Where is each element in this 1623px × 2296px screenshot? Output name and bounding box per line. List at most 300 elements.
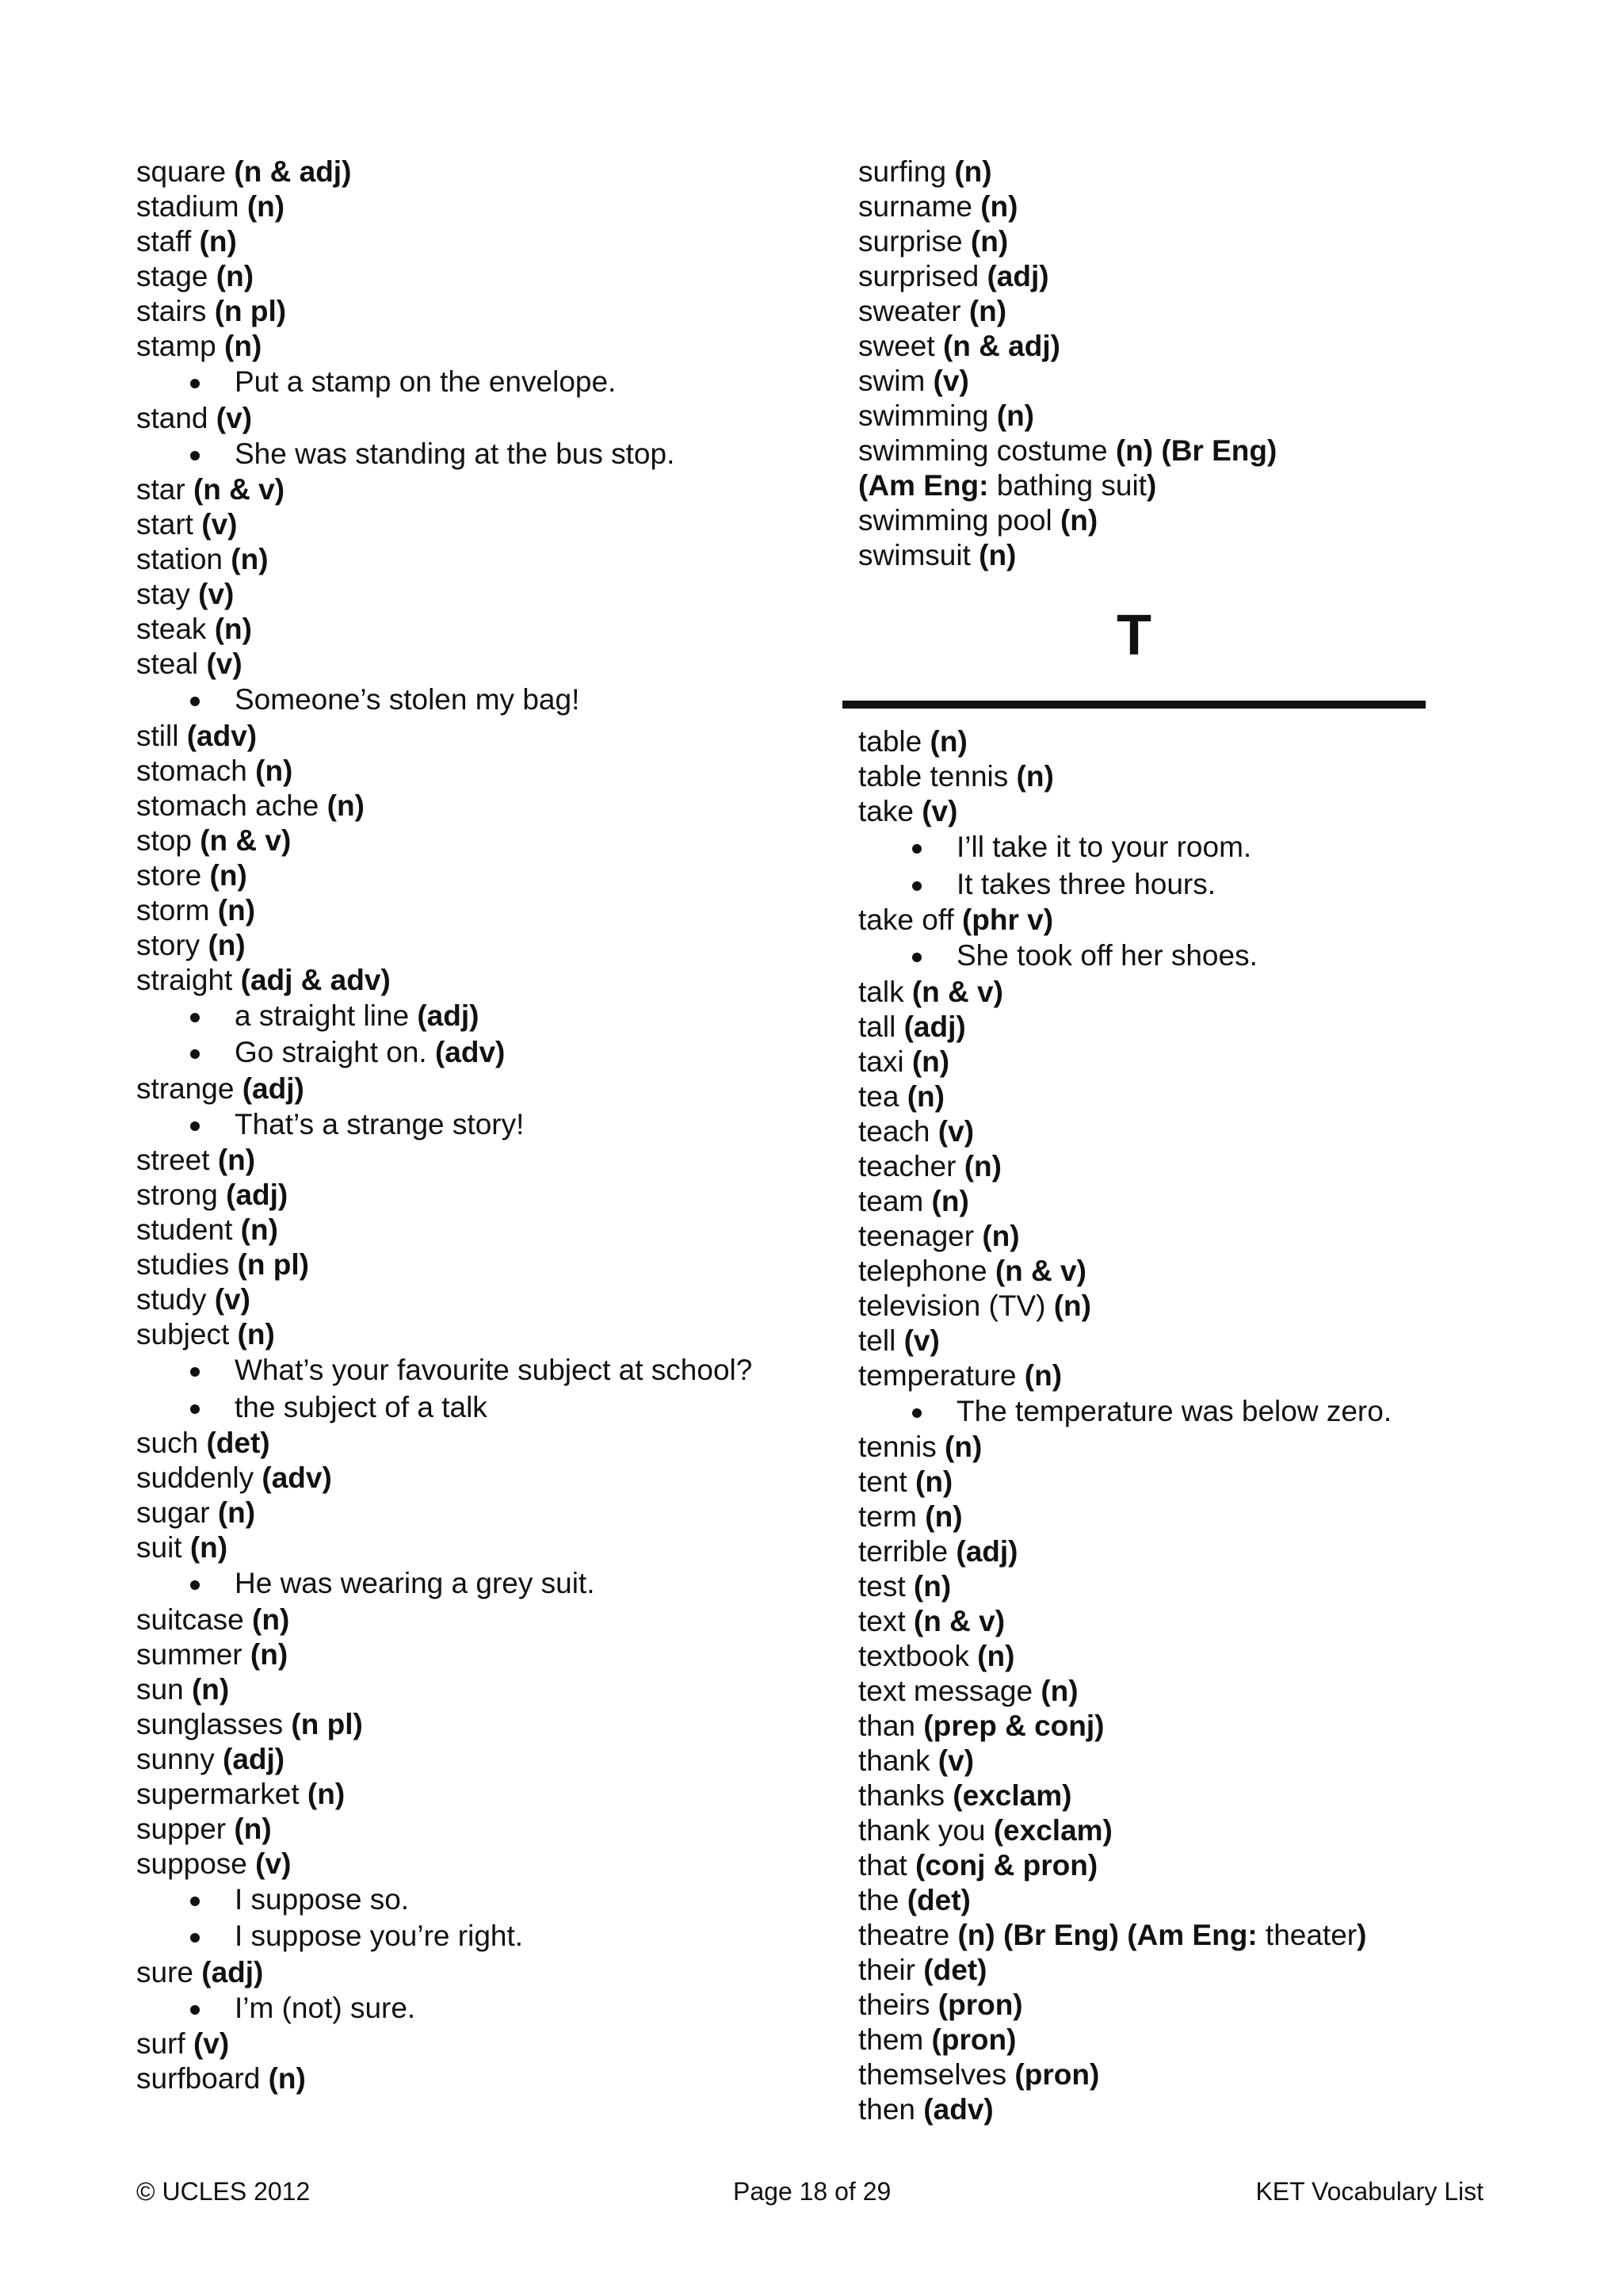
headword: suddenly <box>136 1461 262 1494</box>
headword: surfing <box>858 155 955 188</box>
headword: test <box>858 1570 914 1603</box>
part-of-speech: (n) <box>268 2062 306 2095</box>
example-sentence <box>136 1034 834 1072</box>
part-of-speech: (n) <box>1024 1358 1063 1392</box>
vocabulary-entry <box>858 503 1556 538</box>
part-of-speech: (n) (Br Eng) (Am Eng: <box>957 1919 1266 1951</box>
vocabulary-entry <box>858 1499 1556 1534</box>
vocabulary-entry <box>858 1045 1556 1079</box>
part-of-speech: (v) <box>216 401 253 434</box>
example-sentence <box>136 998 834 1035</box>
headword: take off <box>858 904 962 936</box>
part-of-speech: (n) <box>307 1777 346 1810</box>
part-of-speech: (pron) <box>1014 2058 1100 2091</box>
example-text: She took off her shoes. <box>957 939 1258 972</box>
headword: stairs <box>136 295 215 327</box>
headword: surf <box>136 2027 193 2060</box>
example-text: Go straight on. <box>235 1036 435 1068</box>
part-of-speech: (n) <box>964 1149 1002 1182</box>
vocabulary-entry <box>858 1324 1556 1358</box>
part-of-speech: (adj) <box>987 260 1049 292</box>
vocabulary-entry <box>136 1143 834 1178</box>
part-of-speech: (n) <box>980 190 1018 223</box>
headword: tent <box>858 1465 915 1498</box>
part-of-speech: (det) <box>206 1427 270 1459</box>
part-of-speech: (n) <box>907 1079 945 1113</box>
headword: strange <box>136 1072 242 1105</box>
headword: surprised <box>858 260 987 292</box>
headword: story <box>136 928 208 961</box>
headword: tall <box>858 1010 904 1043</box>
part-of-speech: (adv) <box>186 719 258 752</box>
part-of-speech: (adj) <box>242 1072 304 1105</box>
headword: sun <box>136 1672 192 1706</box>
vocabulary-entry <box>858 1569 1556 1604</box>
headword: stamp <box>136 330 225 362</box>
footer-page-number: Page 18 of 29 <box>733 2177 892 2206</box>
vocabulary-entry <box>858 1848 1556 1883</box>
part-of-speech: (adj) <box>223 1742 285 1775</box>
headword: stay <box>136 578 199 610</box>
example-text: The temperature was below zero. <box>957 1394 1392 1427</box>
headword: text message <box>858 1675 1041 1707</box>
headword: table tennis <box>858 760 1017 793</box>
part-of-speech: (n) <box>224 330 262 362</box>
part-of-speech: (adv) <box>262 1461 332 1494</box>
headword: summer <box>136 1637 250 1671</box>
headword: them <box>858 2023 932 2056</box>
headword: sweet <box>858 330 943 362</box>
vocabulary-entry <box>858 1778 1556 1813</box>
part-of-speech: (v) <box>206 648 242 680</box>
example-sentence <box>136 364 834 401</box>
vocabulary-entry <box>858 1918 1556 1953</box>
vocabulary-entry <box>136 1247 834 1282</box>
headword: sweater <box>858 295 969 327</box>
vocabulary-entry <box>136 719 834 754</box>
part-of-speech: (n) <box>189 1531 228 1564</box>
vocabulary-entry <box>858 294 1556 329</box>
headword: surfboard <box>136 2062 269 2095</box>
part-of-speech: (n & v) <box>200 823 292 857</box>
part-of-speech: (v) <box>938 1114 975 1148</box>
vocabulary-entry <box>858 434 1556 468</box>
vocabulary-entry <box>858 259 1556 294</box>
part-of-speech: (det) <box>907 1884 971 1916</box>
part-of-speech: (n) <box>252 1603 290 1636</box>
headword: television (TV) <box>858 1289 1054 1322</box>
section-letter: T <box>1117 604 1151 667</box>
vocabulary-entry <box>136 893 834 928</box>
footer-copyright: © UCLES 2012 <box>136 2177 311 2206</box>
right-column-top-entries <box>858 155 1556 573</box>
part-of-speech: (n) <box>250 1637 288 1671</box>
headword: stage <box>136 260 216 292</box>
part-of-speech: (n) <box>1016 760 1054 793</box>
headword: still <box>136 719 187 752</box>
part-of-speech: (n) <box>214 613 252 645</box>
part-of-speech: (adv) <box>923 2093 994 2126</box>
vocabulary-entry <box>858 1674 1556 1709</box>
example-sentence <box>858 866 1556 904</box>
headword: their <box>858 1954 924 1986</box>
example-sentence <box>136 1389 834 1427</box>
vocabulary-entry <box>858 1639 1556 1674</box>
headword: swim <box>858 365 934 397</box>
headword: that <box>858 1849 915 1881</box>
part-of-speech: (v) <box>198 578 235 610</box>
part-of-speech: (v) <box>214 1283 250 1316</box>
headword: telephone <box>858 1254 995 1287</box>
footer-document-title: KET Vocabulary List <box>1255 2177 1484 2206</box>
part-of-speech: (adv) <box>434 1036 506 1068</box>
vocabulary-entry <box>858 189 1556 224</box>
example-text: That’s a strange story! <box>235 1107 525 1140</box>
vocabulary-entry <box>858 1953 1556 1988</box>
headword: swimsuit <box>858 539 980 571</box>
vocabulary-entry <box>136 329 834 364</box>
headword: talk <box>858 975 912 1008</box>
part-of-speech: (phr v) <box>961 904 1054 936</box>
part-of-speech: (n) <box>979 539 1017 571</box>
vocabulary-entry <box>136 259 834 294</box>
part-of-speech: (exclam) <box>953 1779 1072 1812</box>
example-sentence <box>136 1881 834 1919</box>
part-of-speech: (n) <box>255 754 293 787</box>
part-of-speech: (pron) <box>938 1988 1023 2021</box>
headword: such <box>136 1427 207 1459</box>
part-of-speech: (n) <box>217 1496 256 1529</box>
part-of-speech: (n) <box>915 1465 953 1498</box>
headword: station <box>136 543 231 575</box>
part-of-speech: (v) <box>903 1324 940 1357</box>
headword: study <box>136 1283 215 1316</box>
vocabulary-entry <box>136 401 834 436</box>
part-of-speech: (n & v) <box>193 473 285 506</box>
part-of-speech: (n) <box>234 1812 272 1845</box>
vocabulary-entry <box>136 294 834 329</box>
part-of-speech: (n & v) <box>911 975 1003 1008</box>
headword: street <box>136 1144 218 1176</box>
part-of-speech: (adj) <box>226 1179 288 1211</box>
vocabulary-entry <box>858 1988 1556 2023</box>
part-of-speech: (adj) <box>417 999 479 1032</box>
vocabulary-entry <box>858 1219 1556 1254</box>
vocabulary-entry <box>858 538 1556 573</box>
part-of-speech: (n & v) <box>995 1254 1086 1287</box>
vocabulary-entry <box>136 1707 834 1742</box>
part-of-speech: (n) <box>911 1045 950 1078</box>
vocabulary-entry <box>136 1742 834 1777</box>
right-column <box>858 155 1556 2127</box>
vocabulary-entry <box>136 2027 834 2061</box>
part-of-speech: (n) <box>191 1672 230 1706</box>
headword: term <box>858 1500 926 1533</box>
part-of-speech: (n pl) <box>237 1248 309 1281</box>
part-of-speech: (n) <box>240 1213 278 1246</box>
part-of-speech: (n) <box>954 155 992 188</box>
vocabulary-entry <box>858 1883 1556 1918</box>
headword: team <box>858 1184 932 1217</box>
headword: student <box>136 1213 241 1246</box>
headword: suit <box>136 1531 190 1564</box>
part-of-speech: (n) <box>925 1500 963 1533</box>
section-header <box>842 592 1426 709</box>
part-of-speech: (det) <box>923 1954 987 1986</box>
vocabulary-entry <box>136 472 834 507</box>
part-of-speech: (v) <box>201 508 238 541</box>
part-of-speech: (n) <box>216 260 254 292</box>
vocabulary-entry <box>136 858 834 893</box>
part-of-speech: (exclam) <box>993 1814 1113 1847</box>
headword: terrible <box>858 1535 957 1568</box>
part-of-speech: (conj & pron) <box>915 1849 1098 1881</box>
part-of-speech: (n) <box>208 928 246 961</box>
headword: bathing suit <box>996 469 1147 502</box>
part-of-speech: ) <box>1146 469 1157 502</box>
example-sentence <box>136 436 834 473</box>
vocabulary-entry <box>136 189 834 224</box>
part-of-speech: (n) <box>199 225 237 258</box>
vocabulary-entry <box>858 1430 1556 1465</box>
part-of-speech: (n) <box>237 1318 275 1350</box>
headword: thank you <box>858 1814 994 1847</box>
headword: sugar <box>136 1496 218 1529</box>
vocabulary-entry <box>136 1603 834 1637</box>
part-of-speech: (n) <box>931 1184 969 1217</box>
headword: stomach <box>136 754 256 787</box>
vocabulary-entry <box>136 1530 834 1565</box>
part-of-speech: (v) <box>255 1847 292 1880</box>
vocabulary-entry <box>136 1637 834 1672</box>
vocabulary-entry <box>136 1072 834 1106</box>
part-of-speech: (adj) <box>956 1535 1018 1568</box>
part-of-speech: (n) <box>930 725 968 758</box>
vocabulary-entry <box>136 1672 834 1707</box>
headword: suitcase <box>136 1603 253 1636</box>
headword: surprise <box>858 225 971 258</box>
part-of-speech: (v) <box>193 2027 230 2060</box>
vocabulary-entry <box>136 647 834 682</box>
headword: swimming <box>858 399 997 432</box>
part-of-speech: (n) <box>327 789 365 822</box>
section-rule <box>842 701 1426 709</box>
vocabulary-entry <box>858 1289 1556 1324</box>
vocabulary-entry <box>858 759 1556 794</box>
example-text: It takes three hours. <box>957 867 1216 900</box>
vocabulary-entry <box>858 155 1556 189</box>
headword: taxi <box>858 1045 912 1078</box>
part-of-speech: (n) <box>217 893 256 926</box>
vocabulary-entry <box>858 724 1556 759</box>
left-column <box>136 155 834 2096</box>
headword: swimming costume <box>858 434 1116 467</box>
headword: swimming pool <box>858 504 1060 537</box>
vocabulary-entry <box>858 1184 1556 1219</box>
example-sentence <box>858 938 1556 975</box>
headword: stomach ache <box>136 789 327 822</box>
headword: teach <box>858 1114 938 1148</box>
vocabulary-entry <box>858 1079 1556 1114</box>
vocabulary-entry <box>858 2057 1556 2092</box>
headword: theirs <box>858 1988 938 2021</box>
headword: staff <box>136 225 200 258</box>
vocabulary-entry <box>858 1534 1556 1569</box>
right-column-bottom-entries <box>858 724 1556 2127</box>
vocabulary-entry <box>136 155 834 189</box>
part-of-speech: (n) <box>1041 1675 1079 1707</box>
headword: straight <box>136 963 241 996</box>
part-of-speech: (n pl) <box>214 295 287 327</box>
vocabulary-entry <box>858 1149 1556 1184</box>
vocabulary-entry <box>858 1465 1556 1499</box>
vocabulary-entry <box>136 612 834 647</box>
headword: stand <box>136 401 216 434</box>
vocabulary-entry <box>858 1010 1556 1045</box>
headword: stop <box>136 823 200 857</box>
headword: steak <box>136 613 215 645</box>
part-of-speech: (n) <box>977 1640 1015 1672</box>
headword: take <box>858 795 922 827</box>
part-of-speech: (n) <box>1060 504 1098 537</box>
headword: supper <box>136 1812 235 1845</box>
part-of-speech: (n) <box>945 1431 983 1463</box>
example-sentence <box>858 1393 1556 1431</box>
example-sentence <box>136 1918 834 1955</box>
example-sentence <box>136 682 834 719</box>
vocabulary-entry <box>136 1461 834 1496</box>
headword: start <box>136 508 202 541</box>
headword: thanks <box>858 1779 953 1812</box>
vocabulary-entry <box>136 224 834 259</box>
example-sentence <box>136 1106 834 1144</box>
part-of-speech: (n) <box>968 295 1007 327</box>
part-of-speech: (n) <box>209 858 247 892</box>
headword: steal <box>136 648 207 680</box>
headword: themselves <box>858 2058 1015 2091</box>
vocabulary-entry <box>136 577 834 612</box>
vocabulary-entry <box>136 1777 834 1812</box>
headword: temperature <box>858 1358 1025 1392</box>
vocabulary-entry <box>858 399 1556 434</box>
headword: store <box>136 858 210 892</box>
example-text: I’ll take it to your room. <box>957 831 1252 863</box>
part-of-speech: (adj & adv) <box>240 963 391 996</box>
headword: surname <box>858 190 981 223</box>
part-of-speech: ) <box>1357 1919 1367 1951</box>
part-of-speech: (n) <box>982 1219 1020 1252</box>
vocabulary-entry <box>136 928 834 963</box>
part-of-speech: (Am Eng: <box>858 469 997 502</box>
vocabulary-entry <box>136 1282 834 1317</box>
part-of-speech: (n & adj) <box>234 155 352 188</box>
vocabulary-entry <box>858 468 1556 503</box>
part-of-speech: (adj) <box>201 1955 264 1988</box>
vocabulary-entry <box>136 1496 834 1530</box>
part-of-speech: (v) <box>938 1744 975 1777</box>
example-text: What’s your favourite subject at school? <box>235 1354 753 1386</box>
example-sentence <box>858 829 1556 866</box>
part-of-speech: (n) <box>996 399 1034 432</box>
headword: text <box>858 1605 914 1637</box>
example-text: He was wearing a grey suit. <box>235 1567 595 1599</box>
headword: sunny <box>136 1742 223 1775</box>
vocabulary-entry <box>858 1744 1556 1778</box>
headword: supermarket <box>136 1777 307 1810</box>
vocabulary-entry <box>136 1213 834 1247</box>
headword: than <box>858 1710 924 1742</box>
vocabulary-entry <box>858 329 1556 364</box>
headword: then <box>858 2093 924 2126</box>
headword: square <box>136 155 235 188</box>
vocabulary-entry <box>858 1358 1556 1393</box>
example-text: Put a stamp on the envelope. <box>235 365 617 398</box>
vocabulary-entry <box>136 507 834 542</box>
vocabulary-entry <box>858 224 1556 259</box>
headword: theater <box>1265 1919 1358 1951</box>
headword: teenager <box>858 1219 983 1252</box>
part-of-speech: (adj) <box>903 1010 966 1043</box>
headword: star <box>136 473 193 506</box>
vocabulary-entry <box>858 903 1556 938</box>
example-text: I suppose you’re right. <box>235 1920 524 1952</box>
vocabulary-entry <box>136 1426 834 1461</box>
vocabulary-entry <box>136 823 834 858</box>
headword: tea <box>858 1079 907 1113</box>
vocabulary-entry <box>136 1178 834 1213</box>
headword: the <box>858 1884 907 1916</box>
vocabulary-entry <box>136 1812 834 1847</box>
vocabulary-entry <box>858 794 1556 829</box>
vocabulary-entry <box>136 1847 834 1881</box>
vocabulary-entry <box>136 542 834 577</box>
vocabulary-entry <box>858 1604 1556 1639</box>
headword: teacher <box>858 1149 964 1182</box>
part-of-speech: (n & adj) <box>942 330 1060 362</box>
vocabulary-entry <box>136 2061 834 2096</box>
part-of-speech: (n) <box>970 225 1009 258</box>
part-of-speech: (n) <box>913 1570 952 1603</box>
part-of-speech: (n) (Br Eng) <box>1115 434 1277 467</box>
headword: strong <box>136 1179 227 1211</box>
headword: stadium <box>136 190 247 223</box>
example-text: I suppose so. <box>235 1882 410 1916</box>
example-text: the subject of a talk <box>235 1390 487 1423</box>
vocabulary-entry <box>136 754 834 789</box>
part-of-speech: (n) <box>217 1144 256 1176</box>
example-sentence <box>136 1990 834 2027</box>
example-text: Someone’s stolen my bag! <box>235 683 580 716</box>
part-of-speech: (n) <box>246 190 285 223</box>
headword: suppose <box>136 1847 256 1880</box>
headword: textbook <box>858 1640 978 1672</box>
vocabulary-entry <box>858 975 1556 1010</box>
part-of-speech: (n) <box>231 543 269 575</box>
headword: thank <box>858 1744 938 1777</box>
part-of-speech: (n) <box>1053 1289 1091 1322</box>
part-of-speech: (n pl) <box>291 1707 363 1740</box>
headword: tennis <box>858 1431 945 1463</box>
part-of-speech: (v) <box>922 795 958 827</box>
vocabulary-entry <box>858 2092 1556 2127</box>
vocabulary-entry <box>858 1114 1556 1149</box>
vocabulary-entry <box>136 1955 834 1990</box>
headword: studies <box>136 1248 238 1281</box>
vocabulary-entry <box>858 364 1556 399</box>
vocabulary-entry <box>858 1254 1556 1289</box>
vocabulary-entry <box>136 789 834 823</box>
vocabulary-entry <box>858 2023 1556 2057</box>
